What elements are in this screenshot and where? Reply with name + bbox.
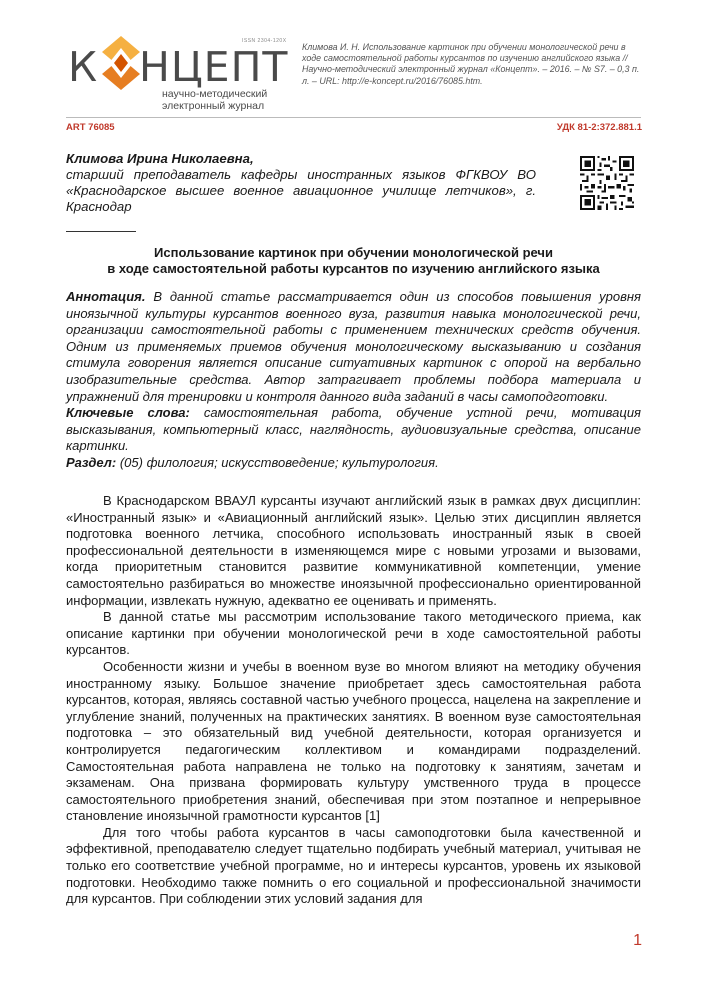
section-text: (05) филология; искусствоведение; культурология.	[119, 454, 439, 470]
article-title-line2: в ходе самостоятельной работы курсантов по изучению английского языка	[107, 261, 600, 276]
section-paragraph	[66, 455, 641, 472]
author-affiliation: старший преподаватель кафедры иностранных языков ФГКВОУ ВО «Краснодарское высшее военное авиационное училище летчиков», г. Краснодар	[66, 167, 536, 214]
body-paragraph: Для того чтобы работа курсантов в часы самоподготовки была качественной и эффективной, преподавателю следует тщательно подбирать учебный материал, учитывая не только его соответствие учебной программе, но и интересы курсантов, уровень их языковой подготовки. Необходимо также помнить о его социальной и профессиональной значимости для курсантов. При соблюдении этих условий задания для	[66, 824, 641, 907]
logo-issn: ISSN 2304-120X	[242, 38, 287, 44]
section-label: Раздел:	[66, 454, 117, 470]
keywords-text: самостоятельная работа, обучение устной речи, мотивация высказывания, компьютерный класс, наглядность, аудиовизуальные средства, описание картинки.	[66, 405, 642, 454]
logo-subtitle-line2: электронный журнал	[162, 100, 265, 112]
annotation-paragraph	[66, 289, 641, 405]
logo-wordmark: НЦЕПТ	[139, 43, 289, 91]
article-body	[66, 493, 641, 908]
keywords-label: Ключевые слова:	[66, 405, 190, 421]
logo-letter-k: К	[68, 43, 99, 91]
logo-subtitle-line1: научно-методический	[162, 88, 268, 100]
annotation-text: В данной статье рассматривается один из способов повышения уровня иноязычной культуры курсантов военного вуза, развития навыка монологической речи, организации самостоятельной работы с применением технических средств обучения. Одним из применяемых приемов обучения монологическому высказыванию и создания стимула говорения является описание ситуативных картинок с опорой на вербально изобразительные средства. Автор затрагивает проблемы подбора материала и упражнений для тренировки и контроля данного вида заданий в часы самоподготовки.	[66, 289, 641, 404]
abstract	[66, 289, 641, 472]
author-divider	[66, 231, 136, 232]
citation: Климова И. Н. Использование картинок при обучении монологической речи в ходе самостоятельной работы курсантов по изучению английского языка // Научно-методический электронный журнал «Концепт». – 2016. – № S7. – 0,3 п. л. – URL: http://e-koncept.ru/2016/76085.htm.	[302, 42, 640, 86]
author-name: Климова Ирина Николаевна,	[66, 151, 254, 166]
article-title-line1: Использование картинок при обучении монологической речи	[154, 245, 553, 260]
page-number: 1	[633, 932, 642, 949]
body-paragraph: В Краснодарском ВВАУЛ курсанты изучают английский язык в рамках двух дисциплин: «Иностранный язык» и «Авиационный английский язык». Целью этих дисциплин является подготовка военного летчика, способного использовать иностранный язык в своей профессиональной деятельности в изменяющемся мире с новыми угрозами и вызовами, когда приоритетным становится развитие коммуникативной компетенции, умение самостоятельно разбираться во множестве иноязычной профессионально ориентированной информации, извлекать нужную, адекватно ее оценивать и применять.	[66, 493, 641, 608]
udk-code: УДК 81-2:372.881.1	[556, 122, 642, 133]
article-title	[66, 245, 641, 277]
qr-code-icon	[580, 156, 634, 210]
body-paragraph: Особенности жизни и учебы в военном вузе во многом влияют на методику обучения иностранному языку. Большое значение приобретает здесь самостоятельная работа курсантов, которая, являясь составной частью учебного процесса, нацелена на закрепление и углубление знаний, полученных на практических занятиях. В военном вузе самостоятельная подготовка – это обязательный вид учебной деятельности, которая организуется и контролируется педагогическим коллективом и командирами подразделений. Самостоятельная работа направлена не только на подготовку к занятиям, зачетам и экзаменам. Она призвана формировать культуру умственного труда в процессе самостоятельного приобретения знаний, обеспечивая при этом поэтапное и непрерывное становление иноязычной грамотности курсантов [1]	[66, 658, 641, 824]
logo-subtitle	[162, 88, 267, 112]
journal-logo	[66, 36, 292, 112]
author-block	[66, 151, 536, 215]
header-divider	[66, 117, 641, 118]
body-paragraph: В данной статье мы рассмотрим использование такого методического приема, как описание картинки при обучении монологической речи в ходе самостоятельной работы курсантов.	[66, 609, 641, 658]
annotation-label: Аннотация.	[66, 289, 146, 304]
art-number: ART 76085	[66, 122, 115, 133]
keywords-paragraph	[66, 405, 641, 455]
logo-mark-icon	[100, 36, 142, 94]
